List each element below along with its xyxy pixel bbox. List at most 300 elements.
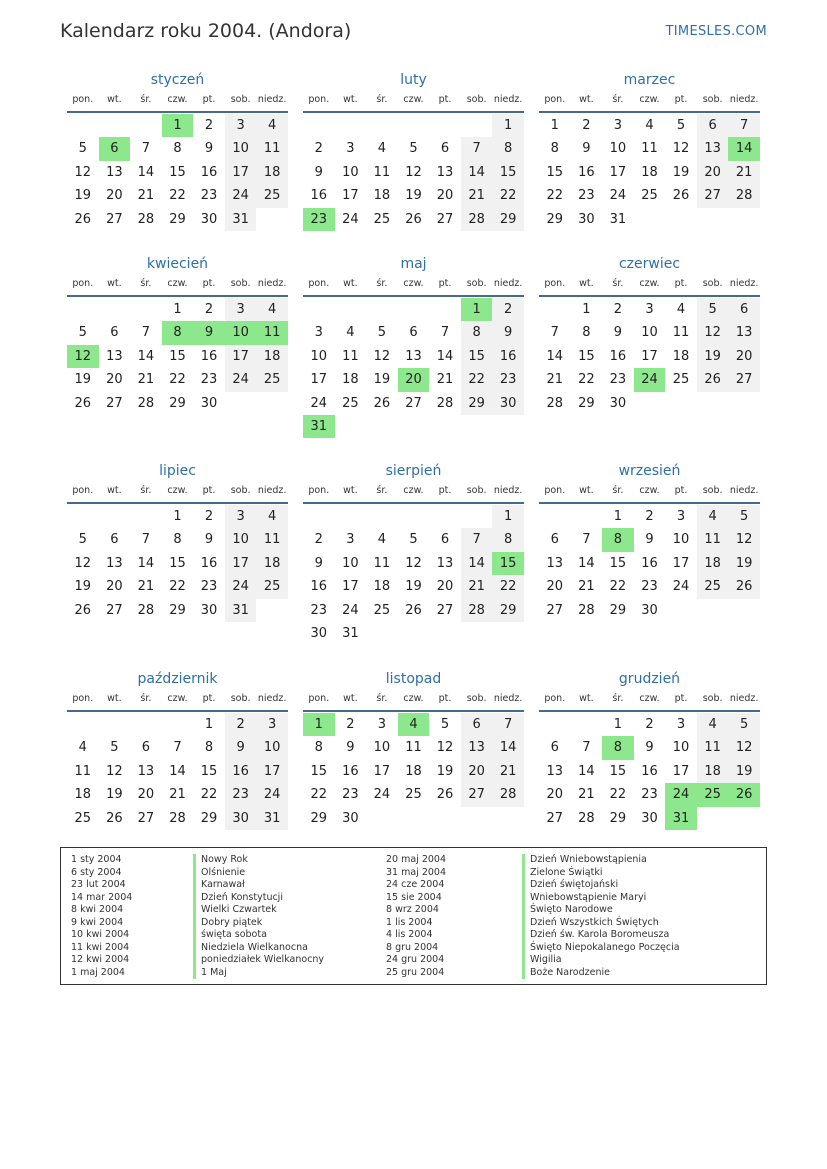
header-rule [303,710,524,712]
day-cell: 19 [373,372,391,388]
day-cell: 27 [436,211,454,227]
week-row [539,760,760,783]
holiday-legend [60,847,767,985]
holiday-day-cell: 8 [602,528,634,551]
day-cell: 19 [728,760,760,783]
legend-date: 4 lis 2004 [386,929,433,940]
day-cell: 13 [697,137,729,160]
day-cell: 8 [492,137,524,160]
day-cell: 25 [74,810,92,826]
month-name: sierpień [385,463,442,479]
day-cell: 21 [546,372,564,388]
weekday-label: wt. [343,693,358,704]
day-cell: 12 [405,555,422,571]
day-cell: 7 [582,532,591,548]
day-cell: 15 [578,348,595,364]
empty-cell [665,208,697,231]
day-cell: 21 [461,184,493,207]
day-cell: 27 [546,602,564,618]
day-cell: 24 [225,184,257,207]
day-cell: 1 [550,118,559,133]
week-row [539,505,760,528]
empty-cell [461,114,493,137]
week-row [539,552,760,575]
day-cell: 14 [578,763,595,779]
day-cell: 2 [314,532,323,548]
day-cell: 10 [672,740,690,756]
weekday-label: sob. [702,94,723,105]
holiday-day-cell: 26 [728,783,760,806]
day-cell: 22 [609,579,627,595]
day-cell: 29 [200,810,218,826]
legend-holiday-name: Olśnienie [193,867,324,880]
day-cell: 3 [225,505,257,528]
weekday-label: śr. [376,278,388,289]
day-cell: 28 [546,395,564,411]
day-cell: 6 [141,740,151,756]
legend-date: 11 kwi 2004 [71,941,130,953]
legend-holiday-name: Wielki Czwartek [193,904,324,917]
day-cell: 27 [436,602,454,618]
day-cell: 6 [409,325,418,341]
empty-cell [335,114,367,137]
month-name: luty [400,72,427,88]
day-cell: 30 [492,392,524,415]
day-cell: 18 [256,552,288,575]
week-row [67,807,288,830]
empty-cell [429,114,461,137]
weekday-header [303,277,524,295]
day-cell: 1 [173,509,182,524]
week-row [67,599,288,622]
day-cell: 29 [461,392,493,415]
empty-cell [539,505,571,528]
weekday-label: śr. [376,94,388,105]
header-rule [67,502,288,504]
day-cell: 30 [225,807,257,830]
day-cell: 11 [405,740,422,756]
day-cell: 4 [346,325,355,341]
weekday-label: pt. [438,693,452,704]
holiday-day-cell: 23 [303,208,335,231]
month-block [303,71,524,231]
day-cell: 19 [74,372,92,388]
weekday-label: pt. [202,693,216,704]
empty-cell [398,622,430,645]
day-cell: 15 [461,345,493,368]
day-cell: 21 [436,372,454,388]
day-cell: 1 [613,509,623,524]
day-cell: 23 [578,188,595,204]
day-cell: 6 [440,532,450,548]
day-cell: 5 [676,118,686,133]
holiday-day-cell: 1 [303,713,335,736]
day-cell: 29 [609,810,627,826]
week-row [539,783,760,806]
day-cell: 5 [78,141,87,157]
legend-date: 1 maj 2004 [71,966,125,978]
week-row [303,298,524,321]
week-row [67,137,288,160]
day-cell: 30 [641,810,658,826]
day-cell: 11 [641,141,658,157]
day-cell: 31 [225,208,257,231]
day-cell: 2 [314,141,323,157]
weekday-header [539,93,760,111]
header-rule [303,502,524,504]
day-cell: 7 [440,325,450,341]
day-cell: 5 [728,505,760,528]
day-cell: 24 [342,602,359,618]
week-row [67,114,288,137]
day-cell: 27 [461,783,493,806]
legend-date: 31 maj 2004 [386,866,447,878]
legend-date: 14 mar 2004 [71,891,133,903]
weekday-label: niedz. [257,278,287,289]
day-cell: 14 [578,555,595,571]
day-cell: 12 [405,164,422,180]
day-cell: 1 [492,505,524,528]
page-title: Kalendarz roku 2004. (Andora) [60,20,352,42]
day-cell: 24 [672,579,690,595]
day-cell: 17 [373,763,391,779]
holiday-day-cell: 14 [728,137,760,160]
day-cell: 10 [225,137,257,160]
day-cell: 13 [546,555,564,571]
empty-cell [398,415,430,438]
weekday-label: wt. [343,94,358,105]
day-cell: 2 [204,302,214,317]
week-row [303,622,524,645]
month-name: październik [137,671,218,687]
day-cell: 27 [106,395,123,411]
day-cell: 5 [409,532,418,548]
weekday-label: pon. [308,485,330,496]
day-cell: 23 [609,372,627,388]
day-cell: 18 [342,372,359,388]
day-cell: 16 [310,188,328,204]
empty-cell [461,622,493,645]
weekday-label: czw. [167,94,188,105]
day-cell: 20 [728,345,760,368]
week-row [67,208,288,231]
day-cell: 18 [74,787,92,803]
day-cell: 3 [645,302,654,317]
day-cell: 29 [609,602,627,618]
legend-holiday-name: Wniebowstąpienie Maryi [522,892,680,905]
day-cell: 4 [377,141,387,157]
weekday-label: pon. [72,278,94,289]
legend-holiday-name: poniedziałek Wielkanocny [193,954,324,967]
day-cell: 17 [641,348,658,364]
week-row [67,552,288,575]
empty-cell [429,505,461,528]
day-cell: 14 [546,348,564,364]
week-row [539,368,760,391]
weekday-label: niedz. [257,485,287,496]
day-cell: 26 [74,395,92,411]
day-cell: 7 [141,325,151,341]
day-cell: 10 [342,555,359,571]
weekday-label: pon. [544,693,566,704]
day-cell: 29 [169,211,186,227]
holiday-day-cell: 12 [67,345,99,368]
day-cell: 13 [461,736,493,759]
day-cell: 4 [676,302,686,317]
day-cell: 13 [106,348,123,364]
day-cell: 4 [645,118,654,133]
day-cell: 22 [609,787,627,803]
day-cell: 22 [546,188,564,204]
week-row [303,114,524,137]
weekday-label: czw. [403,485,424,496]
day-cell: 8 [582,325,591,341]
day-cell: 16 [342,763,359,779]
legend-holiday-name: Dobry piątek [193,917,324,930]
week-row [303,368,524,391]
week-row [67,736,288,759]
week-row [67,345,288,368]
day-cell: 25 [641,188,658,204]
weekday-label: pt. [438,278,452,289]
day-cell: 25 [405,787,422,803]
day-cell: 31 [609,211,627,227]
day-cell: 3 [346,532,355,548]
day-cell: 26 [405,211,422,227]
day-cell: 16 [200,164,218,180]
day-cell: 25 [256,184,288,207]
weekday-label: pon. [544,278,566,289]
day-cell: 13 [137,763,155,779]
weekday-label: niedz. [729,94,759,105]
day-cell: 13 [728,321,760,344]
week-row [67,713,288,736]
empty-cell [539,713,571,736]
empty-cell [461,415,493,438]
day-cell: 26 [436,787,454,803]
legend-date: 15 sie 2004 [386,891,442,903]
month-name: kwiecień [146,256,209,272]
weekday-label: niedz. [493,278,523,289]
empty-cell [99,114,131,137]
month-name: styczeń [150,72,205,88]
day-cell: 4 [78,740,87,756]
empty-cell [99,505,131,528]
weekday-header [67,484,288,502]
weekday-label: śr. [612,278,624,289]
day-cell: 2 [645,509,654,524]
day-cell: 21 [137,188,155,204]
holiday-day-cell: 1 [162,114,194,137]
day-cell: 31 [256,807,288,830]
day-cell: 27 [137,810,155,826]
day-cell: 25 [256,368,288,391]
day-cell: 21 [461,575,493,598]
day-cell: 17 [256,760,288,783]
legend-date: 12 kwi 2004 [71,954,130,965]
day-cell: 9 [225,736,257,759]
empty-cell [99,713,131,736]
legend-names-column [522,854,680,979]
day-cell: 17 [225,552,257,575]
weekday-header [67,692,288,710]
weekday-label: pt. [202,278,216,289]
weekday-header [303,692,524,710]
day-cell: 2 [204,118,214,133]
day-cell: 19 [74,579,92,595]
weekday-label: śr. [376,485,388,496]
holiday-day-cell: 24 [634,368,666,391]
day-cell: 14 [461,552,493,575]
day-cell: 14 [137,555,155,571]
day-cell: 21 [728,161,760,184]
weekday-label: sob. [466,485,487,496]
day-cell: 25 [373,602,391,618]
day-cell: 24 [310,395,328,411]
week-row [303,161,524,184]
day-cell: 2 [582,118,591,133]
weekday-label: wt. [107,278,122,289]
day-cell: 23 [310,602,328,618]
day-cell: 24 [373,787,391,803]
weekday-label: pon. [72,94,94,105]
empty-cell [461,505,493,528]
day-cell: 13 [436,164,454,180]
weekday-label: czw. [403,94,424,105]
day-cell: 22 [169,188,186,204]
day-cell: 11 [342,348,359,364]
legend-date: 25 gru 2004 [386,966,445,978]
day-cell: 27 [546,810,564,826]
day-cell: 9 [582,141,591,157]
day-cell: 11 [256,137,288,160]
week-row [67,575,288,598]
day-cell: 9 [645,740,654,756]
empty-cell [366,622,398,645]
weekday-label: śr. [140,278,152,289]
day-cell: 18 [256,161,288,184]
day-cell: 8 [173,532,182,548]
week-row [303,137,524,160]
day-cell: 28 [137,602,155,618]
legend-holiday-name: Niedziela Wielkanocna [193,942,324,955]
day-cell: 30 [641,602,658,618]
empty-cell [162,713,194,736]
legend-date: 9 kwi 2004 [71,916,124,928]
day-cell: 9 [314,555,323,571]
day-cell: 22 [310,787,328,803]
day-cell: 3 [676,509,686,524]
day-cell: 2 [613,302,623,317]
weekday-label: pt. [438,485,452,496]
week-row [67,298,288,321]
legend-holiday-name: Wigilia [522,954,680,967]
day-cell: 16 [578,164,595,180]
day-cell: 16 [200,348,218,364]
day-cell: 26 [74,211,92,227]
week-row [67,528,288,551]
legend-date: 23 lut 2004 [71,879,126,890]
weekday-label: sob. [466,94,487,105]
empty-cell [256,392,288,415]
day-cell: 14 [169,763,186,779]
day-cell: 11 [256,528,288,551]
day-cell: 29 [492,208,524,231]
legend-holiday-name: Święto Niepokalanego Poczęcia [522,942,680,955]
day-cell: 7 [461,137,493,160]
day-cell: 10 [225,528,257,551]
day-cell: 21 [578,579,595,595]
weekday-label: sob. [702,278,723,289]
site-link[interactable]: TIMESLES.COM [665,24,767,39]
week-row [67,184,288,207]
weekday-label: śr. [140,485,152,496]
week-row [539,137,760,160]
day-cell: 17 [225,345,257,368]
legend-date: 24 gru 2004 [386,954,445,965]
day-cell: 15 [169,164,186,180]
empty-cell [492,807,524,830]
month-name: maj [400,256,427,272]
day-cell: 6 [110,532,119,548]
day-cell: 23 [492,368,524,391]
weekday-label: wt. [343,485,358,496]
day-cell: 7 [582,740,591,756]
week-row [67,368,288,391]
day-cell: 28 [461,208,493,231]
legend-holiday-name: Dzień świętojański [522,879,680,892]
day-cell: 22 [492,184,524,207]
day-cell: 30 [200,211,218,227]
day-cell: 21 [137,372,155,388]
holiday-day-cell: 9 [193,321,225,344]
day-cell: 23 [200,579,218,595]
weekday-header [539,484,760,502]
month-name: lipiec [159,463,196,479]
weekday-label: sob. [230,278,251,289]
weekday-label: sob. [230,693,251,704]
holiday-day-cell: 4 [398,713,430,736]
weekday-label: sob. [466,693,487,704]
weekday-label: śr. [612,693,624,704]
day-cell: 7 [141,141,151,157]
day-cell: 22 [169,579,186,595]
month-block [539,462,760,622]
weekday-label: sob. [230,485,251,496]
day-cell: 16 [609,348,627,364]
day-cell: 18 [672,348,690,364]
empty-cell [303,114,335,137]
week-row [303,713,524,736]
week-row [67,505,288,528]
empty-cell [697,807,729,830]
week-row [303,208,524,231]
day-cell: 21 [169,787,186,803]
weekday-label: wt. [107,94,122,105]
month-block [67,71,288,231]
empty-cell [67,298,99,321]
day-cell: 5 [78,532,87,548]
day-cell: 15 [169,555,186,571]
day-cell: 14 [461,161,493,184]
empty-cell [728,599,760,622]
day-cell: 8 [461,321,493,344]
day-cell: 26 [373,395,391,411]
month-block [67,255,288,415]
weekday-label: pon. [544,485,566,496]
day-cell: 10 [342,164,359,180]
day-cell: 19 [106,787,123,803]
